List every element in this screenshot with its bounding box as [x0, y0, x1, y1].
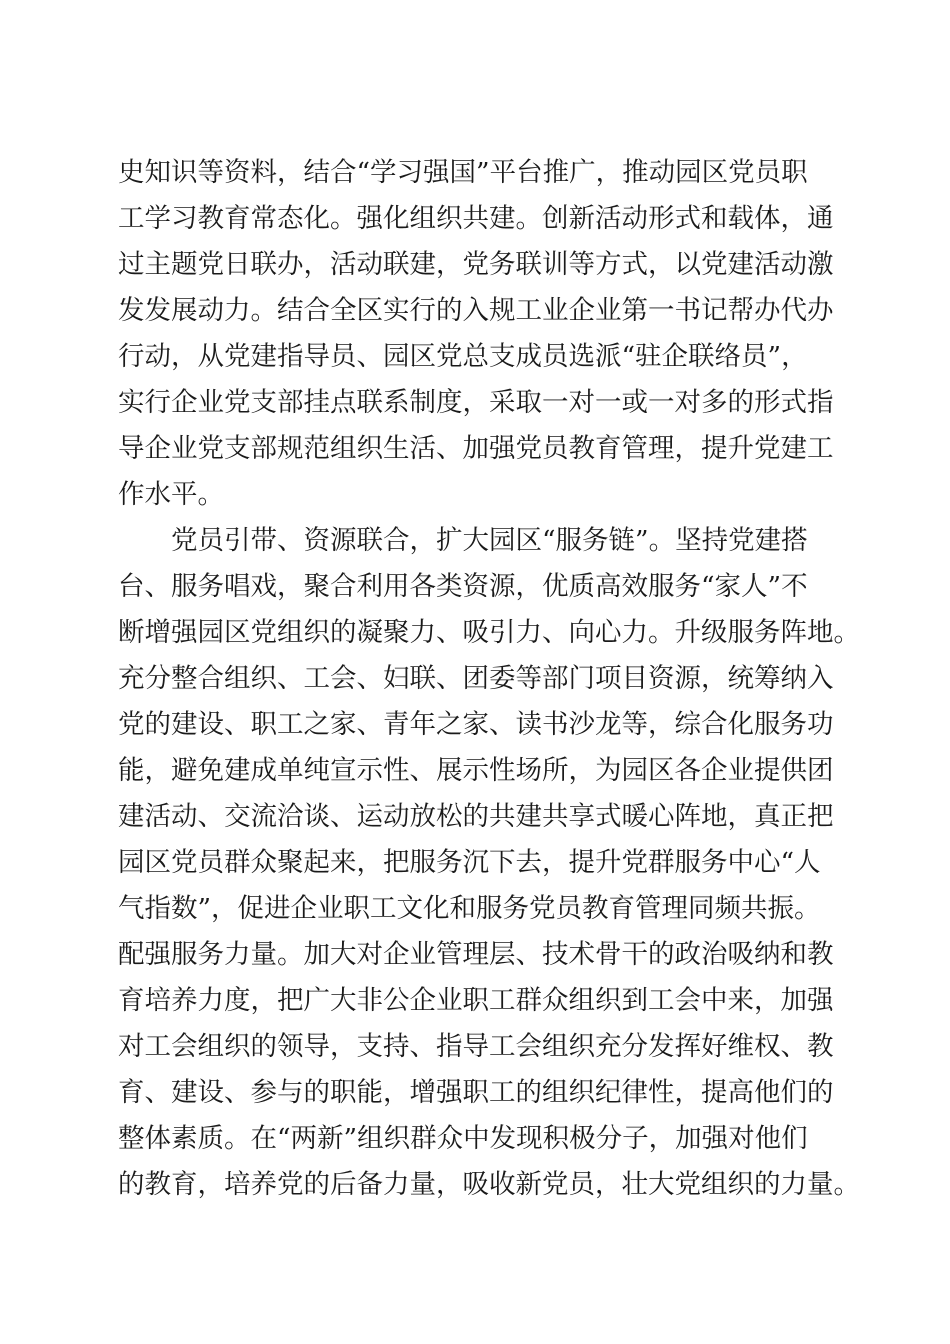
text-line: 整体素质。在“两新”组织群众中发现积极分子，加强对他们 — [118, 1123, 808, 1154]
text-line: 史知识等资料，结合“学习强国”平台推广，推动园区党员职 — [118, 157, 808, 188]
text-line: 过主题党日联办，活动联建，党务联训等方式，以党建活动激 — [118, 249, 834, 280]
text-line: 充分整合组织、工会、妇联、团委等部门项目资源，统筹纳入 — [118, 663, 834, 694]
text-line: 发发展动力。结合全区实行的入规工业企业第一书记帮办代办 — [118, 295, 834, 326]
text-line: 断增强园区党组织的凝聚力、吸引力、向心力。升级服务阵地。 — [118, 617, 860, 648]
text-line: 育、建设、参与的职能，增强职工的组织纪律性，提高他们的 — [118, 1077, 834, 1108]
text-line: 工学习教育常态化。强化组织共建。创新活动形式和载体，通 — [118, 203, 834, 234]
text-line: 能，避免建成单纯宣示性、展示性场所，为园区各企业提供团 — [118, 755, 834, 786]
text-line: 园区党员群众聚起来，把服务沉下去，提升党群服务中心“人 — [118, 847, 821, 878]
text-line: 建活动、交流洽谈、运动放松的共建共享式暖心阵地，真正把 — [118, 801, 834, 832]
text-line: 党的建设、职工之家、青年之家、读书沙龙等，综合化服务功 — [118, 709, 834, 740]
text-line: 实行企业党支部挂点联系制度，采取一对一或一对多的形式指 — [118, 387, 834, 418]
text-line: 导企业党支部规范组织生活、加强党员教育管理，提升党建工 — [118, 433, 834, 464]
text-line: 的教育，培养党的后备力量，吸收新党员，壮大党组织的力量。 — [118, 1169, 860, 1200]
text-line: 育培养力度，把广大非公企业职工群众组织到工会中来，加强 — [118, 985, 834, 1016]
text-line: 台、服务唱戏，聚合利用各类资源，优质高效服务“家人”不 — [118, 571, 808, 602]
text-line: 行动，从党建指导员、园区党总支成员选派“驻企联络员”， — [118, 341, 808, 372]
text-line: 作水平。 — [118, 479, 224, 510]
paragraph-start-line: 党员引带、资源联合，扩大园区“服务链”。坚持党建搭 — [118, 525, 808, 556]
body-text — [118, 150, 860, 1208]
text-line: 配强服务力量。加大对企业管理层、技术骨干的政治吸纳和教 — [118, 939, 834, 970]
text-line: 气指数”，促进企业职工文化和服务党员教育管理同频共振。 — [118, 893, 821, 924]
text-line: 对工会组织的领导，支持、指导工会组织充分发挥好维权、教 — [118, 1031, 834, 1062]
